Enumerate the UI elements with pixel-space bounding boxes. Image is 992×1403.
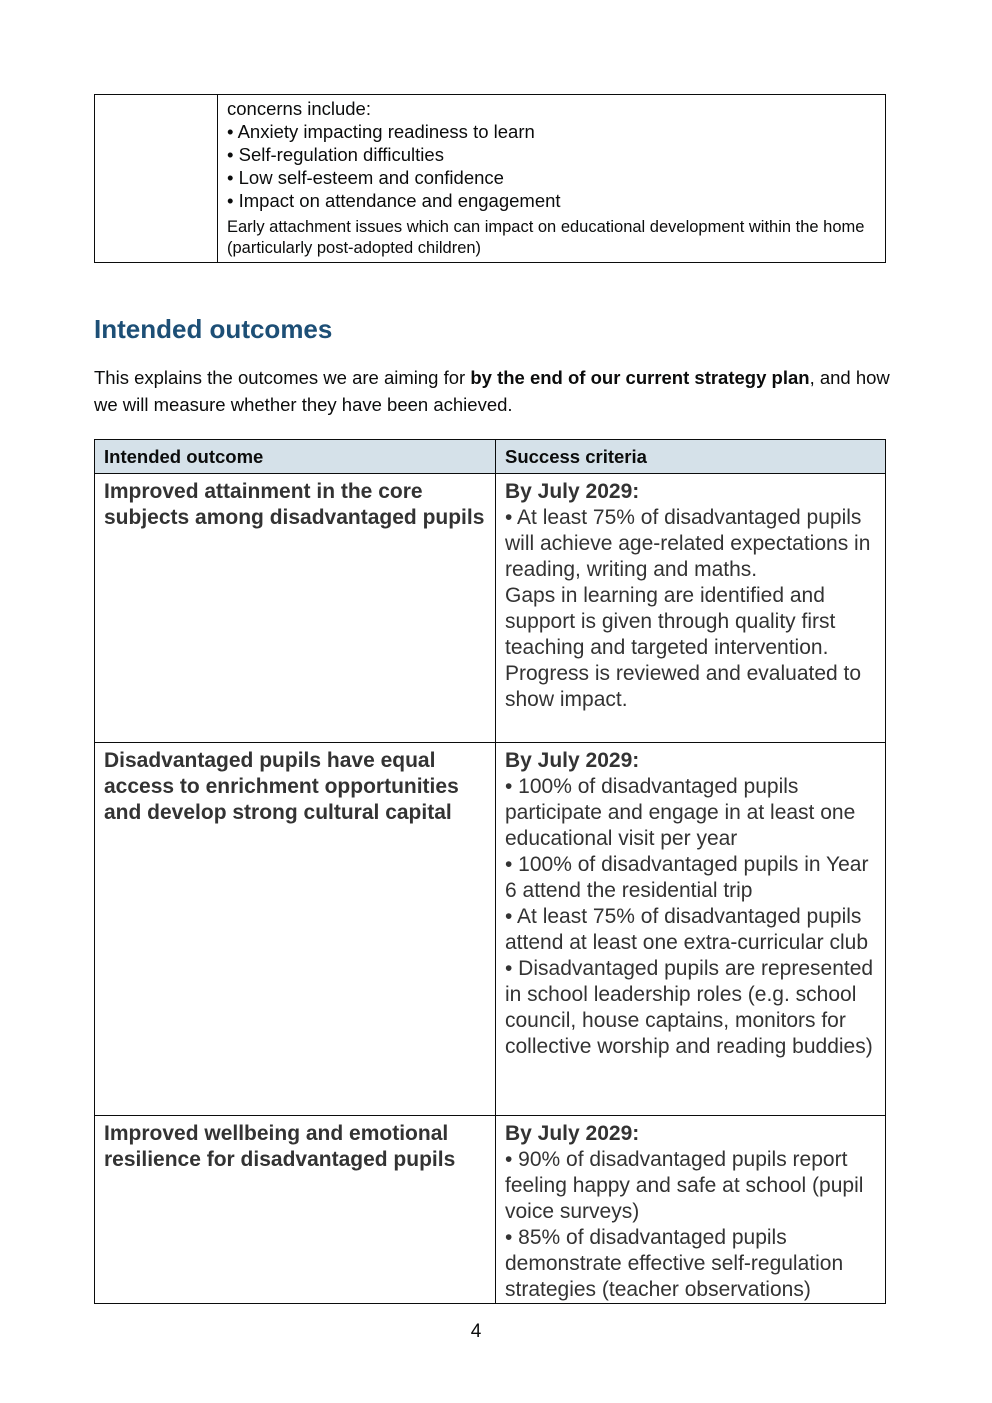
criteria-line: • At least 75% of disadvantaged pupils will achieve age-related expectations in reading, writing and maths.	[505, 506, 871, 581]
attachment-note: Early attachment issues which can impact on educational development within the home (particularly post-adopted children)	[227, 218, 865, 257]
intro-text-end: , and how we will measure whether they have been achieved.	[94, 367, 890, 415]
challenge-detail-cell	[218, 95, 886, 263]
criteria-line: • Disadvantaged pupils are represented in school leadership roles (e.g. school council, house captains, monitors for collective worship and reading buddies)	[505, 957, 874, 1058]
concern-item: • Low self-esteem and confidence	[227, 167, 504, 188]
column-header-outcome: Intended outcome	[95, 440, 496, 474]
table-row	[95, 1116, 886, 1304]
criteria-line: • 85% of disadvantaged pupils demonstrate effective self-regulation strategies (teacher observations)	[505, 1226, 844, 1301]
criteria-line: Gaps in learning are identified and support is given through quality first teaching and targeted intervention.	[505, 584, 836, 659]
outcomes-table	[94, 439, 886, 1304]
concern-item: • Impact on attendance and engagement	[227, 190, 561, 211]
criteria-heading: By July 2029:	[505, 749, 640, 772]
intro-text-start: This explains the outcomes we are aiming for	[94, 367, 471, 388]
criteria-heading: By July 2029:	[505, 1122, 640, 1145]
criteria-line: • 100% of disadvantaged pupils in Year 6 attend the residential trip	[505, 853, 869, 902]
criteria-line: Progress is reviewed and evaluated to show impact.	[505, 662, 862, 711]
concerns-intro: concerns include:	[227, 98, 371, 119]
criteria-line: • 100% of disadvantaged pupils participate and engage in at least one educational visit per year	[505, 775, 856, 850]
outcome-cell: Disadvantaged pupils have equal access to enrichment opportunities and develop strong cultural capital	[95, 743, 496, 1116]
table-row	[95, 743, 886, 1116]
intro-paragraph	[94, 364, 894, 418]
criteria-cell	[496, 743, 886, 1116]
challenge-table-continuation	[94, 94, 886, 263]
concern-item: • Self-regulation difficulties	[227, 144, 444, 165]
table-header-row	[95, 440, 886, 474]
section-heading: Intended outcomes	[94, 314, 333, 344]
criteria-line: • At least 75% of disadvantaged pupils attend at least one extra-curricular club	[505, 905, 869, 954]
criteria-line: • 90% of disadvantaged pupils report feeling happy and safe at school (pupil voice surveys)	[505, 1148, 864, 1223]
table-row	[95, 95, 886, 263]
challenge-number-cell	[95, 95, 218, 263]
page-number: 4	[470, 1321, 482, 1342]
criteria-cell	[496, 474, 886, 743]
outcome-cell: Improved wellbeing and emotional resilience for disadvantaged pupils	[95, 1116, 496, 1304]
criteria-cell	[496, 1116, 886, 1304]
criteria-heading: By July 2029:	[505, 480, 640, 503]
intro-text-emphasis: by the end of our current strategy plan	[470, 367, 810, 388]
column-header-criteria: Success criteria	[496, 440, 886, 474]
concern-item: • Anxiety impacting readiness to learn	[227, 121, 535, 142]
outcome-cell: Improved attainment in the core subjects among disadvantaged pupils	[95, 474, 496, 743]
table-row	[95, 474, 886, 743]
